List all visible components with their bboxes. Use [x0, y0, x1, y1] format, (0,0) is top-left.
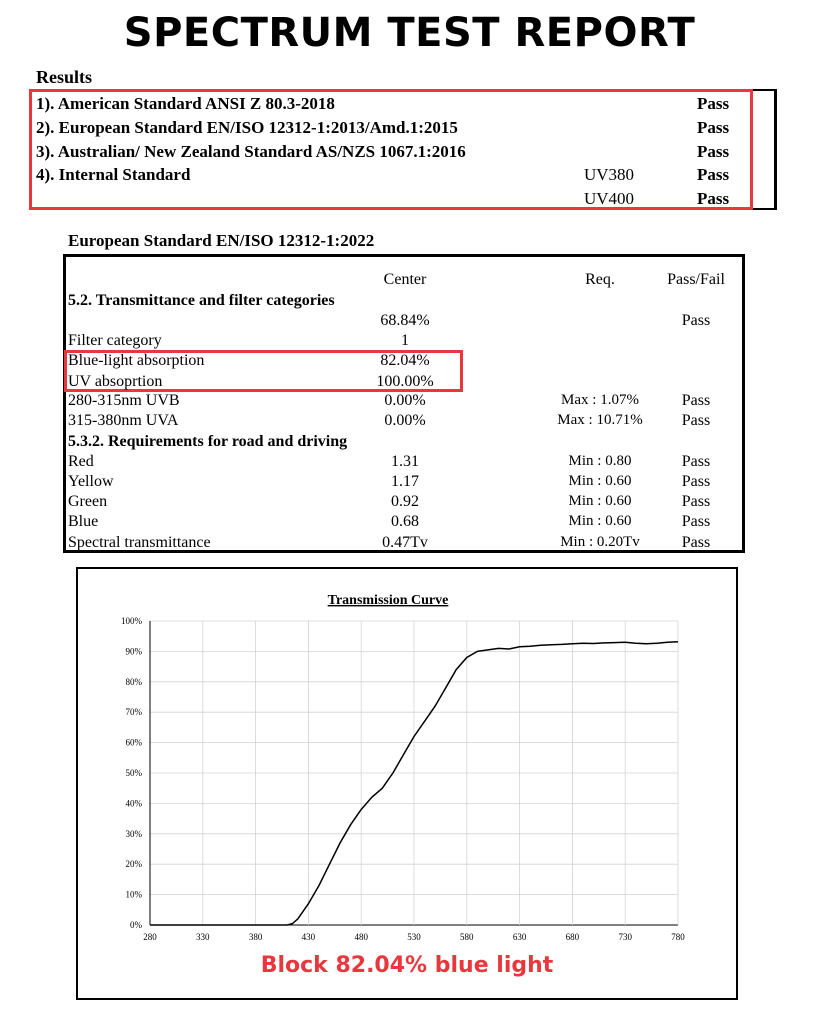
cell-center: 1 [401, 332, 409, 349]
cell-center: 100.00% [376, 373, 434, 390]
y-tick-label: 60% [125, 737, 142, 748]
cell-req: Min : 0.60 [568, 473, 632, 489]
result-row-standard: UV380 [584, 165, 635, 184]
cell-result: Pass [681, 453, 711, 470]
y-tick-label: 10% [125, 889, 142, 900]
cell-req: Min : 0.20Tv [560, 534, 640, 550]
cell-req: Min : 0.60 [568, 493, 632, 509]
result-row-label: 2). European Standard EN/ISO 12312-1:2013/Amd.1:2015 [36, 118, 458, 137]
cell-label: Spectral transmittance [68, 534, 211, 551]
column-header-center: Center [383, 271, 427, 288]
y-tick-label: 0% [130, 920, 142, 930]
chart-caption: Block 82.04% blue light [260, 953, 554, 978]
result-row-pass: Pass [697, 94, 730, 113]
result-row-pass: Pass [697, 189, 730, 208]
results-heading: Results [36, 67, 93, 87]
cell-center: 0.00% [384, 412, 426, 429]
y-tick-label: 100% [121, 616, 142, 626]
section-heading: 5.2. Transmittance and filter categories [68, 292, 335, 309]
cell-center: 0.92 [391, 493, 419, 510]
x-tick-label: 430 [301, 932, 316, 942]
result-row-pass: Pass [697, 118, 730, 137]
result-row-pass: Pass [697, 165, 730, 184]
result-row-label: 4). Internal Standard [36, 165, 191, 184]
result-row-label: 1). American Standard ANSI Z 80.3-2018 [36, 94, 335, 113]
cell-label: Blue [68, 513, 99, 530]
x-tick-label: 280 [143, 932, 157, 942]
column-header-passfail: Pass/Fail [667, 271, 725, 288]
x-tick-label: 580 [460, 932, 474, 942]
cell-label: UV absoprtion [68, 373, 163, 390]
x-tick-label: 780 [671, 932, 685, 942]
x-tick-label: 680 [565, 932, 580, 942]
y-tick-label: 40% [125, 798, 142, 809]
cell-label: Green [68, 493, 108, 510]
cell-result: Pass [681, 493, 711, 510]
cell-result: Pass [681, 534, 711, 551]
cell-result: Pass [681, 513, 711, 530]
result-row-label: 3). Australian/ New Zealand Standard AS/NZS 1067.1:2016 [36, 142, 466, 161]
y-tick-label: 70% [125, 707, 142, 718]
chart-title: Transmission Curve [327, 593, 449, 608]
cell-req: Max : 10.71% [557, 412, 643, 428]
cell-label: Blue-light absorption [68, 352, 205, 369]
x-tick-label: 530 [407, 932, 421, 942]
cell-label: 280-315nm UVB [68, 392, 180, 409]
cell-center: 1.17 [391, 473, 419, 490]
cell-req: Min : 0.80 [568, 453, 632, 469]
cell-req: Max : 1.07% [561, 392, 639, 408]
result-row-pass: Pass [697, 142, 730, 161]
y-tick-label: 80% [125, 676, 142, 687]
x-tick-label: 630 [512, 932, 527, 942]
cell-label: Filter category [68, 332, 162, 349]
cell-result: Pass [681, 412, 711, 429]
cell-center: 0.68 [391, 513, 419, 530]
cell-result: Pass [681, 473, 711, 490]
cell-result: Pass [681, 392, 711, 409]
cell-center: 68.84% [380, 312, 430, 329]
cell-label: 315-380nm UVA [68, 412, 179, 429]
cell-label: Yellow [68, 473, 114, 490]
section-heading: 5.3.2. Requirements for road and driving [68, 433, 348, 450]
cell-center: 82.04% [380, 352, 430, 369]
y-tick-label: 30% [125, 828, 142, 839]
result-row-standard: UV400 [584, 189, 635, 208]
column-header-req: Req. [585, 271, 615, 288]
x-tick-label: 330 [196, 932, 210, 942]
y-tick-label: 50% [125, 768, 142, 778]
x-tick-label: 730 [618, 932, 632, 942]
cell-result: Pass [681, 312, 711, 329]
x-tick-label: 380 [248, 932, 263, 942]
cell-label: Red [68, 453, 94, 470]
y-tick-label: 20% [125, 859, 142, 870]
page-title: SPECTRUM TEST REPORT [123, 10, 696, 56]
x-tick-label: 480 [354, 932, 368, 942]
cell-req: Min : 0.60 [568, 513, 632, 529]
cell-center: 1.31 [391, 453, 419, 470]
y-tick-label: 90% [125, 646, 142, 657]
cell-center: 0.00% [384, 392, 426, 409]
eu-table-heading: European Standard EN/ISO 12312-1:2022 [68, 231, 375, 250]
transmission-chart [78, 569, 736, 949]
cell-center: 0.47Tv [382, 534, 428, 551]
